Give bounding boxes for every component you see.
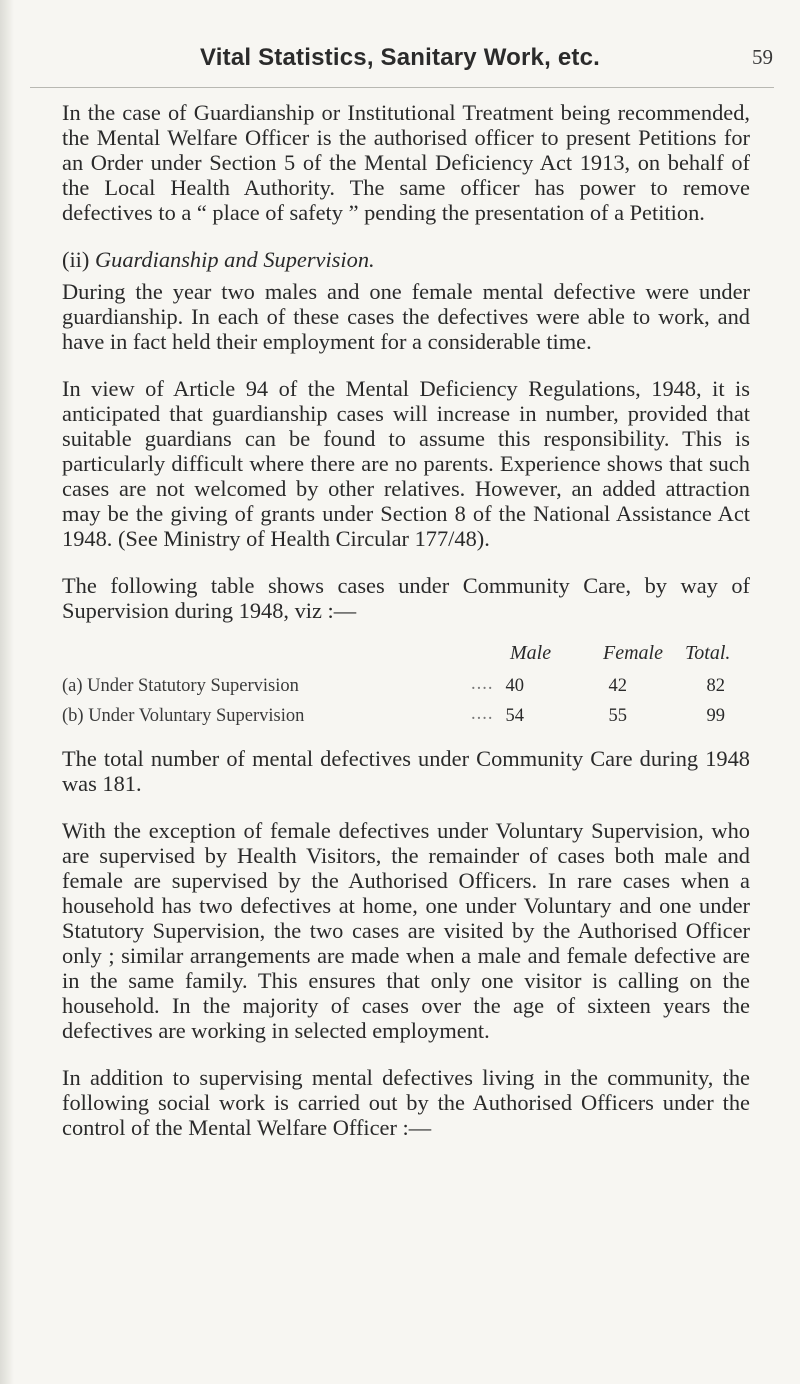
cell-female: 42 — [608, 676, 627, 696]
paragraph-guardianship-procedure: In the case of Guardianship or Institutional Treatment being recommended, the Mental Welfare Officer is the authorised officer to present Petitions for an Order under Section 5 of the Mental Deficiency Act 1913, on behalf of the Local Health Authority. The same officer has power to remove defectives to a “ place of safety ” pending the presentation of a Petition. — [62, 100, 750, 225]
document-body — [62, 100, 750, 1140]
column-header-female: Female — [603, 642, 663, 664]
row-label: (a) Under Statutory Supervision — [62, 676, 299, 696]
page-title: Vital Statistics, Sanitary Work, etc. — [199, 44, 600, 71]
leader-dots: .... — [471, 674, 494, 694]
paragraph-guardianship-year: During the year two males and one female mental defective were under guardianship. In each of these cases the defectives were able to work, and have in fact held their employment for a considerable time. — [62, 279, 750, 354]
supervision-table — [62, 641, 750, 733]
paragraph-social-work: In addition to supervising mental defectives living in the community, the following social work is carried out by the Authorised Officers under the control of the Mental Welfare Officer :— — [62, 1065, 750, 1140]
row-label: (b) Under Voluntary Supervision — [62, 706, 305, 726]
running-header — [0, 44, 800, 84]
column-header-total: Total. — [685, 642, 731, 664]
cell-female: 55 — [608, 706, 627, 726]
section-number: (ii) — [62, 247, 90, 272]
paragraph-supervision-arrangements: With the exception of female defectives under Voluntary Supervision, who are supervised by Health Visitors, the remainder of cases both male and female are supervised by the Authorised Officers. In rare cases when a household has two defectives at home, one under Voluntary and one under Statutory Supervision, the two cases are visited by the Authorised Officer only ; similar arrangements are made when a male and female defective are in the same family. This ensures that only one visitor is calling on the household. In the majority of cases over the age of sixteen years the defectives are working in selected employment. — [62, 818, 750, 1043]
column-header-male: Male — [510, 642, 552, 664]
paragraph-total: The total number of mental defectives under Community Care during 1948 was 181. — [62, 746, 750, 796]
paragraph-table-intro: The following table shows cases under Community Care, by way of Supervision during 1948, viz :— — [62, 573, 750, 623]
paragraph-regulations: In view of Article 94 of the Mental Deficiency Regulations, 1948, it is anticipated that guardianship cases will increase in number, provided that suitable guardians can be found to assume this responsibility. This is particularly difficult where there are no parents. Experience shows that such cases are not welcomed by other relatives. However, an added attraction may be the giving of grants under Section 8 of the National Assistance Act 1948. (See Ministry of Health Circular 177/48). — [62, 376, 750, 551]
leader-dots: .... — [471, 704, 494, 724]
cell-total: 99 — [706, 706, 725, 726]
page-binding-shadow — [0, 0, 14, 1384]
table-row — [62, 674, 750, 699]
page-number: 59 — [752, 45, 773, 69]
cell-male: 54 — [505, 706, 524, 726]
table-row — [62, 704, 750, 729]
cell-total: 82 — [706, 676, 725, 696]
section-title: Guardianship and Supervision. — [94, 247, 375, 272]
cell-male: 40 — [505, 676, 524, 696]
section-heading — [62, 247, 750, 272]
header-rule — [30, 87, 774, 88]
